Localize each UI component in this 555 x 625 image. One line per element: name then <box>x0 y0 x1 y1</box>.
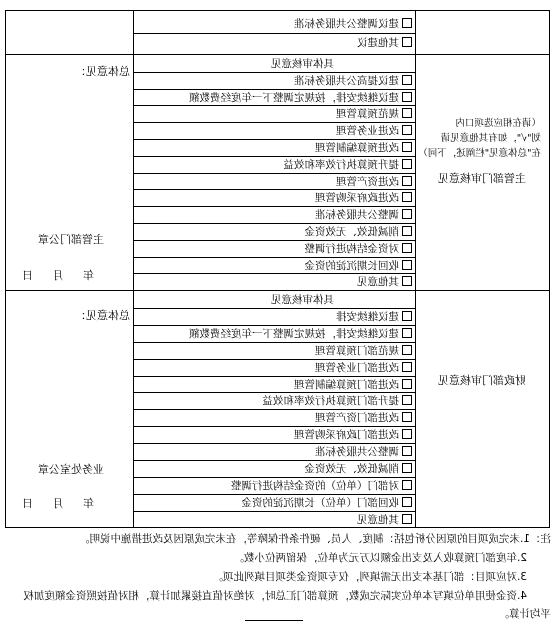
checkbox[interactable] <box>402 276 412 286</box>
option-text: 收回长期沉淀的资金 <box>304 259 399 272</box>
opinion-option <box>336 123 412 139</box>
finance-summary-label: 总体意见： <box>75 309 130 322</box>
checkbox[interactable] <box>402 75 412 85</box>
option-text: 削减低效、无效资金 <box>304 226 399 238</box>
main-summary-label: 总体意见： <box>75 65 130 78</box>
opinion-option <box>294 73 412 89</box>
option-text: 改进资产管理 <box>336 175 399 188</box>
option-text: 对部门（单位）的资金结构进行调整 <box>231 479 399 492</box>
checkbox[interactable] <box>402 92 412 102</box>
option-text: 具体审核意见 <box>271 58 334 70</box>
main-signer: 主管部门公章 <box>38 233 104 246</box>
option-text: 调整公共服务标准 <box>315 209 399 222</box>
checkbox[interactable] <box>402 37 412 47</box>
checkbox[interactable] <box>402 18 412 28</box>
checkbox[interactable] <box>402 497 412 507</box>
opinion-option <box>189 326 412 342</box>
checkbox[interactable] <box>402 362 412 372</box>
checkbox[interactable] <box>402 192 412 202</box>
page-rule <box>245 620 303 621</box>
option-text: 规范预算管理 <box>336 108 399 121</box>
main-section-label: 主管部门审核意见 <box>438 172 526 185</box>
opinion-option <box>357 274 412 290</box>
checkbox[interactable] <box>402 412 412 422</box>
option-text: 改进预算编制管理 <box>315 142 399 154</box>
checkbox[interactable] <box>402 395 412 405</box>
option-text: 建议继续安排，按规定调整下一年度经费数额 <box>189 91 399 104</box>
checkbox[interactable] <box>402 260 412 270</box>
option-text: 建议提高公共服务标准 <box>294 74 399 87</box>
option-text: 改进部门政府采购管理 <box>294 429 399 442</box>
opinion-option <box>189 90 412 106</box>
checkbox[interactable] <box>402 226 412 236</box>
option-text: 建议继续安排，按规定调整下一年度经费数额 <box>189 327 399 340</box>
note-5: 平均计算。 <box>498 608 551 620</box>
evaluation-table <box>5 10 550 528</box>
opinion-option <box>315 410 412 426</box>
section-divider <box>6 290 549 291</box>
finance-date: 年 月 日 <box>14 497 94 510</box>
opinion-option <box>294 377 412 393</box>
top-option: 建议调整公共服务标准 <box>294 16 412 32</box>
checkbox[interactable] <box>402 463 412 473</box>
option-text: 改进部门预算编制管理 <box>294 378 399 391</box>
option-text: 削减低效、无效资金 <box>304 463 399 475</box>
section-divider <box>6 54 549 55</box>
opinion-option <box>357 512 412 528</box>
opinion-option <box>315 444 412 460</box>
checkbox[interactable] <box>402 379 412 389</box>
note-4: 4.资金使用单位填写本单位实际完成数，预算部门汇总时，对绝对值直接累加计算，相对值按照资金额度加权 <box>23 590 527 602</box>
opinion-option <box>315 140 412 156</box>
option-text: 建议继续安排 <box>336 310 399 323</box>
checkbox[interactable] <box>402 159 412 169</box>
opinion-option <box>294 427 412 443</box>
option-text: 改进部门资产管理 <box>315 412 399 425</box>
note-2: 2.年度部门预算收入及支出金额以万元为单位，保留两位小数。 <box>233 552 527 564</box>
opinion-option <box>305 224 413 240</box>
finance-signer: 业务处室公章 <box>38 463 104 476</box>
checkbox[interactable] <box>402 108 412 118</box>
note-3: 3.对应项目：部门基本支出无需填列，仅专项资金类项目填列此项。 <box>212 571 527 583</box>
option-text: 改进部门业务管理 <box>315 361 399 374</box>
opinion-option <box>315 190 412 206</box>
top-option: 其他建议 <box>357 35 412 51</box>
option-text: 其他意见 <box>357 276 399 289</box>
option-text: 收回部门（单位）长期沉淀的资金 <box>241 496 399 509</box>
option-text: 规范部门预算管理 <box>315 344 399 357</box>
opinion-option <box>336 106 412 122</box>
option-text: 改进业务管理 <box>336 125 399 138</box>
checkbox[interactable] <box>402 514 412 524</box>
opinion-option <box>263 393 413 409</box>
option-text: 提升部门预算执行效率和效益 <box>262 395 399 408</box>
opinion-option <box>242 495 413 511</box>
checkbox[interactable] <box>402 311 412 321</box>
checkbox[interactable] <box>402 429 412 439</box>
opinion-option <box>315 343 412 359</box>
checkbox[interactable] <box>402 345 412 355</box>
note-1: 注：1.未完成项目的原因分析包括：制度、人员、硬件条件保障等，在未完成原因及改进措施中说明。 <box>78 533 551 545</box>
option-text: 其他意见 <box>357 513 399 526</box>
option-text: 改进政府采购管理 <box>315 192 399 205</box>
opinion-option <box>315 360 412 376</box>
opinion-option <box>305 241 413 257</box>
opinion-option <box>336 309 412 325</box>
checkbox[interactable] <box>402 125 412 135</box>
finance-section-label: 财政部门审核意见 <box>438 374 526 387</box>
option-text: 具体审核意见 <box>271 294 334 306</box>
option-text: 调整公共服务标准 <box>315 446 399 459</box>
opinion-option <box>231 478 412 494</box>
opinion-option <box>315 207 412 223</box>
option-text: 对资金结构进行调整 <box>304 242 399 255</box>
checkbox[interactable] <box>402 480 412 490</box>
option-text: 提升预算执行效率和效益 <box>283 158 399 171</box>
opinion-option <box>305 258 413 274</box>
main-date: 年 月 日 <box>14 269 94 282</box>
specific-opinion-heading <box>271 56 334 72</box>
opinion-option <box>284 157 413 173</box>
checkbox[interactable] <box>402 243 412 253</box>
main-section-instruction: （请在相应选项口内划"√"，如有其他意见请在"总体意见"栏阐述，下同） <box>418 118 541 159</box>
checkbox[interactable] <box>402 142 412 152</box>
checkbox[interactable] <box>402 328 412 338</box>
opinion-option <box>336 174 412 190</box>
row-divider <box>134 33 416 34</box>
checkbox[interactable] <box>402 176 412 186</box>
specific-opinion-heading <box>271 292 334 308</box>
checkbox[interactable] <box>402 446 412 456</box>
opinion-option <box>305 461 413 477</box>
checkbox[interactable] <box>402 209 412 219</box>
